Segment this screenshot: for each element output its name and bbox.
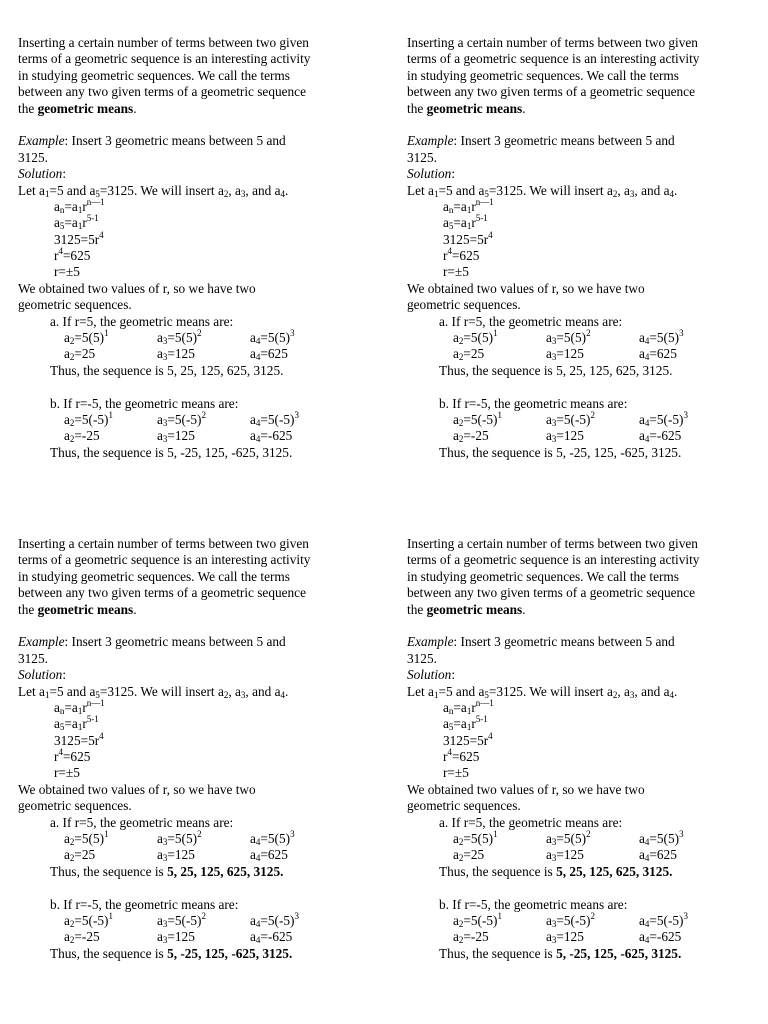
obtained-line: We obtained two values of r, so we have two: [18, 781, 256, 797]
case-b-cell: $a_2=-25$: [453, 428, 489, 445]
let-line: Let $a_1=5$ and $a_5=3125$. We will insert $a_2$, $a_3$, and $a_4$.: [18, 182, 289, 199]
equation-eq2: $a_5=a_1r^{5-1}$: [54, 714, 99, 733]
solution-label: Solution:: [18, 667, 67, 683]
case-a-cell: $a_2=5(5)^1$: [453, 829, 498, 848]
case-b-cell: $a_2=5(-5)^1$: [453, 409, 502, 428]
obtained-line-2: geometric sequences.: [407, 297, 521, 313]
case-a-cell: $a_3=5(5)^2$: [157, 328, 202, 347]
case-a-cell: $a_4=5(5)^3$: [250, 328, 295, 347]
case-a-conclusion: Thus, the sequence is 5, 25, 125, 625, 3125.: [50, 362, 284, 378]
intro-line: Inserting a certain number of terms between two given: [407, 35, 698, 50]
geometric-means-term: geometric means: [426, 601, 523, 617]
case-b-conclusion: Thus, the sequence is 5, -25, 125, -625, 3125.: [439, 945, 682, 961]
geometric-means-term: geometric means: [37, 601, 134, 617]
case-a-conclusion: Thus, the sequence is 5, 25, 125, 625, 3125.: [439, 362, 673, 378]
case-b-conclusion: Thus, the sequence is 5, -25, 125, -625, 3125.: [50, 945, 293, 961]
case-a-row: [407, 330, 759, 346]
case-b-cell: $a_3=125$: [546, 428, 584, 445]
text-block-bottom-left: [18, 536, 370, 962]
case-a-row: [407, 346, 759, 362]
case-b-cell: $a_3=5(-5)^2$: [546, 409, 595, 428]
case-a-cell: $a_3=125$: [157, 847, 195, 864]
case-a-row: [18, 330, 370, 346]
case-a-conclusion: Thus, the sequence is 5, 25, 125, 625, 3125.: [439, 863, 673, 879]
let-line: Let $a_1=5$ and $a_5=3125$. We will insert $a_2$, $a_3$, and $a_4$.: [407, 683, 678, 700]
example-label: Example: [407, 634, 454, 650]
equation-eq5: r=±5: [54, 765, 80, 781]
case-b-heading: b. If r=-5, the geometric means are:: [439, 896, 628, 912]
case-a-cell: $a_4=5(5)^3$: [250, 829, 295, 848]
case-b-heading: b. If r=-5, the geometric means are:: [50, 395, 239, 411]
intro-line: between any two given terms of a geometric sequence: [407, 585, 695, 601]
case-a-conclusion: Thus, the sequence is 5, 25, 125, 625, 3125.: [50, 863, 284, 879]
obtained-line-2: geometric sequences.: [407, 798, 521, 814]
case-b-cell: $a_2=5(-5)^1$: [453, 910, 502, 929]
case-a-cell: $a_4=625$: [250, 847, 288, 864]
equation-eq5: r=±5: [54, 264, 80, 280]
case-b-row: [18, 409, 370, 428]
intro-line: in studying geometric sequences. We call the terms: [18, 568, 290, 584]
equation-eq1: $a_n=a_1r^{n—1}$: [443, 697, 494, 716]
case-a-cell: $a_3=125$: [546, 346, 584, 363]
equation-eq3: $3125=5r^4$: [54, 229, 104, 247]
example-line-2: 3125.: [18, 650, 48, 666]
intro-line: between any two given terms of a geometric sequence: [18, 84, 306, 100]
case-a-cell: $a_2=25$: [64, 346, 96, 363]
equation-eq2: $a_5=a_1r^{5-1}$: [443, 714, 488, 733]
case-b-cell: $a_2=5(-5)^1$: [64, 910, 113, 929]
equation-eq4: $r^4=625$: [54, 246, 91, 264]
text-block-top-left: [18, 35, 370, 461]
obtained-line-2: geometric sequences.: [18, 798, 132, 814]
case-b-cell: $a_2=5(-5)^1$: [64, 409, 113, 428]
case-b-row: [407, 929, 759, 945]
case-b-cell: $a_2=-25$: [453, 929, 489, 946]
case-b-cell: $a_4=5(-5)^3$: [250, 910, 299, 929]
case-b-cell: $a_3=125$: [157, 929, 195, 946]
solution-label: Solution:: [407, 166, 456, 182]
case-b-cell: $a_3=125$: [546, 929, 584, 946]
example-line: Example: Insert 3 geometric means between 5 and: [18, 133, 286, 149]
intro-line: between any two given terms of a geometric sequence: [407, 84, 695, 100]
example-line-2: 3125.: [407, 149, 437, 165]
example-line: Example: Insert 3 geometric means between 5 and: [407, 133, 675, 149]
case-a-cell: $a_3=125$: [546, 847, 584, 864]
text-block-bottom-right: [407, 536, 759, 962]
example-line: Example: Insert 3 geometric means between 5 and: [407, 634, 675, 650]
case-a-heading: a. If r=5, the geometric means are:: [439, 814, 623, 830]
case-b-cell: $a_4=-625$: [250, 929, 293, 946]
intro-line: the geometric means.: [18, 601, 137, 617]
case-a-cell: $a_3=5(5)^2$: [157, 829, 202, 848]
case-a-row: [18, 346, 370, 362]
case-b-row: [407, 428, 759, 444]
let-line: Let $a_1=5$ and $a_5=3125$. We will insert $a_2$, $a_3$, and $a_4$.: [407, 182, 678, 199]
obtained-line: We obtained two values of r, so we have two: [18, 280, 256, 296]
case-b-cell: $a_4=-625$: [639, 929, 682, 946]
case-a-cell: $a_2=5(5)^1$: [64, 328, 109, 347]
text-block-top-right: [407, 35, 759, 461]
case-b-heading: b. If r=-5, the geometric means are:: [50, 896, 239, 912]
case-a-heading: a. If r=5, the geometric means are:: [439, 313, 623, 329]
case-b-cell: $a_3=5(-5)^2$: [157, 910, 206, 929]
case-b-cell: $a_4=5(-5)^3$: [250, 409, 299, 428]
example-label: Example: [18, 133, 65, 149]
case-b-row: [18, 910, 370, 929]
intro-line: in studying geometric sequences. We call the terms: [407, 568, 679, 584]
equation-eq3: $3125=5r^4$: [54, 730, 104, 748]
equation-eq5: r=±5: [443, 765, 469, 781]
obtained-line: We obtained two values of r, so we have two: [407, 280, 645, 296]
example-line-2: 3125.: [18, 149, 48, 165]
intro-line: terms of a geometric sequence is an interesting activity: [407, 552, 700, 568]
example-line-2: 3125.: [407, 650, 437, 666]
case-b-cell: $a_2=-25$: [64, 428, 100, 445]
case-a-row: [407, 847, 759, 863]
intro-line: terms of a geometric sequence is an interesting activity: [18, 552, 311, 568]
case-b-cell: $a_2=-25$: [64, 929, 100, 946]
obtained-line: We obtained two values of r, so we have two: [407, 781, 645, 797]
equation-eq4: $r^4=625$: [54, 747, 91, 765]
case-a-row: [18, 847, 370, 863]
let-line: Let $a_1=5$ and $a_5=3125$. We will insert $a_2$, $a_3$, and $a_4$.: [18, 683, 289, 700]
obtained-line-2: geometric sequences.: [18, 297, 132, 313]
equation-eq5: r=±5: [443, 264, 469, 280]
intro-line: Inserting a certain number of terms between two given: [407, 536, 698, 551]
case-a-cell: $a_4=5(5)^3$: [639, 829, 684, 848]
example-label: Example: [18, 634, 65, 650]
case-a-cell: $a_2=5(5)^1$: [453, 328, 498, 347]
solution-label: Solution:: [407, 667, 456, 683]
intro-line: Inserting a certain number of terms between two given: [18, 536, 309, 551]
equation-eq2: $a_5=a_1r^{5-1}$: [443, 213, 488, 232]
equation-eq3: $3125=5r^4$: [443, 229, 493, 247]
example-line: Example: Insert 3 geometric means between 5 and: [18, 634, 286, 650]
case-a-cell: $a_2=5(5)^1$: [64, 829, 109, 848]
case-b-conclusion: Thus, the sequence is 5, -25, 125, -625, 3125.: [439, 444, 682, 460]
intro-line: terms of a geometric sequence is an interesting activity: [407, 51, 700, 67]
equation-eq4: $r^4=625$: [443, 747, 480, 765]
case-a-heading: a. If r=5, the geometric means are:: [50, 313, 234, 329]
case-b-row: [18, 428, 370, 444]
case-b-cell: $a_4=-625$: [250, 428, 293, 445]
case-a-cell: $a_2=25$: [453, 346, 485, 363]
equation-eq3: $3125=5r^4$: [443, 730, 493, 748]
case-b-conclusion: Thus, the sequence is 5, -25, 125, -625, 3125.: [50, 444, 293, 460]
example-label: Example: [407, 133, 454, 149]
intro-line: the geometric means.: [407, 100, 526, 116]
case-a-cell: $a_2=25$: [453, 847, 485, 864]
case-b-cell: $a_3=5(-5)^2$: [546, 910, 595, 929]
case-a-cell: $a_4=625$: [639, 847, 677, 864]
geometric-means-term: geometric means: [37, 100, 134, 116]
case-a-cell: $a_4=625$: [250, 346, 288, 363]
geometric-means-term: geometric means: [426, 100, 523, 116]
equation-eq1: $a_n=a_1r^{n—1}$: [54, 697, 105, 716]
case-a-cell: $a_3=5(5)^2$: [546, 328, 591, 347]
case-b-cell: $a_3=5(-5)^2$: [157, 409, 206, 428]
solution-label: Solution:: [18, 166, 67, 182]
case-b-cell: $a_4=5(-5)^3$: [639, 409, 688, 428]
equation-eq1: $a_n=a_1r^{n—1}$: [54, 196, 105, 215]
case-b-heading: b. If r=-5, the geometric means are:: [439, 395, 628, 411]
case-a-cell: $a_4=5(5)^3$: [639, 328, 684, 347]
intro-line: Inserting a certain number of terms between two given: [18, 35, 309, 50]
case-a-cell: $a_3=125$: [157, 346, 195, 363]
case-a-cell: $a_4=625$: [639, 346, 677, 363]
intro-line: between any two given terms of a geometric sequence: [18, 585, 306, 601]
case-a-cell: $a_2=25$: [64, 847, 96, 864]
case-a-heading: a. If r=5, the geometric means are:: [50, 814, 234, 830]
case-b-row: [407, 910, 759, 929]
equation-eq2: $a_5=a_1r^{5-1}$: [54, 213, 99, 232]
equation-eq1: $a_n=a_1r^{n—1}$: [443, 196, 494, 215]
case-b-row: [407, 409, 759, 428]
case-a-row: [407, 831, 759, 847]
case-a-row: [18, 831, 370, 847]
case-b-row: [18, 929, 370, 945]
intro-line: terms of a geometric sequence is an interesting activity: [18, 51, 311, 67]
intro-line: in studying geometric sequences. We call the terms: [407, 67, 679, 83]
intro-line: the geometric means.: [18, 100, 137, 116]
case-b-cell: $a_4=-625$: [639, 428, 682, 445]
case-a-cell: $a_3=5(5)^2$: [546, 829, 591, 848]
intro-line: in studying geometric sequences. We call the terms: [18, 67, 290, 83]
case-b-cell: $a_4=5(-5)^3$: [639, 910, 688, 929]
intro-line: the geometric means.: [407, 601, 526, 617]
equation-eq4: $r^4=625$: [443, 246, 480, 264]
case-b-cell: $a_3=125$: [157, 428, 195, 445]
